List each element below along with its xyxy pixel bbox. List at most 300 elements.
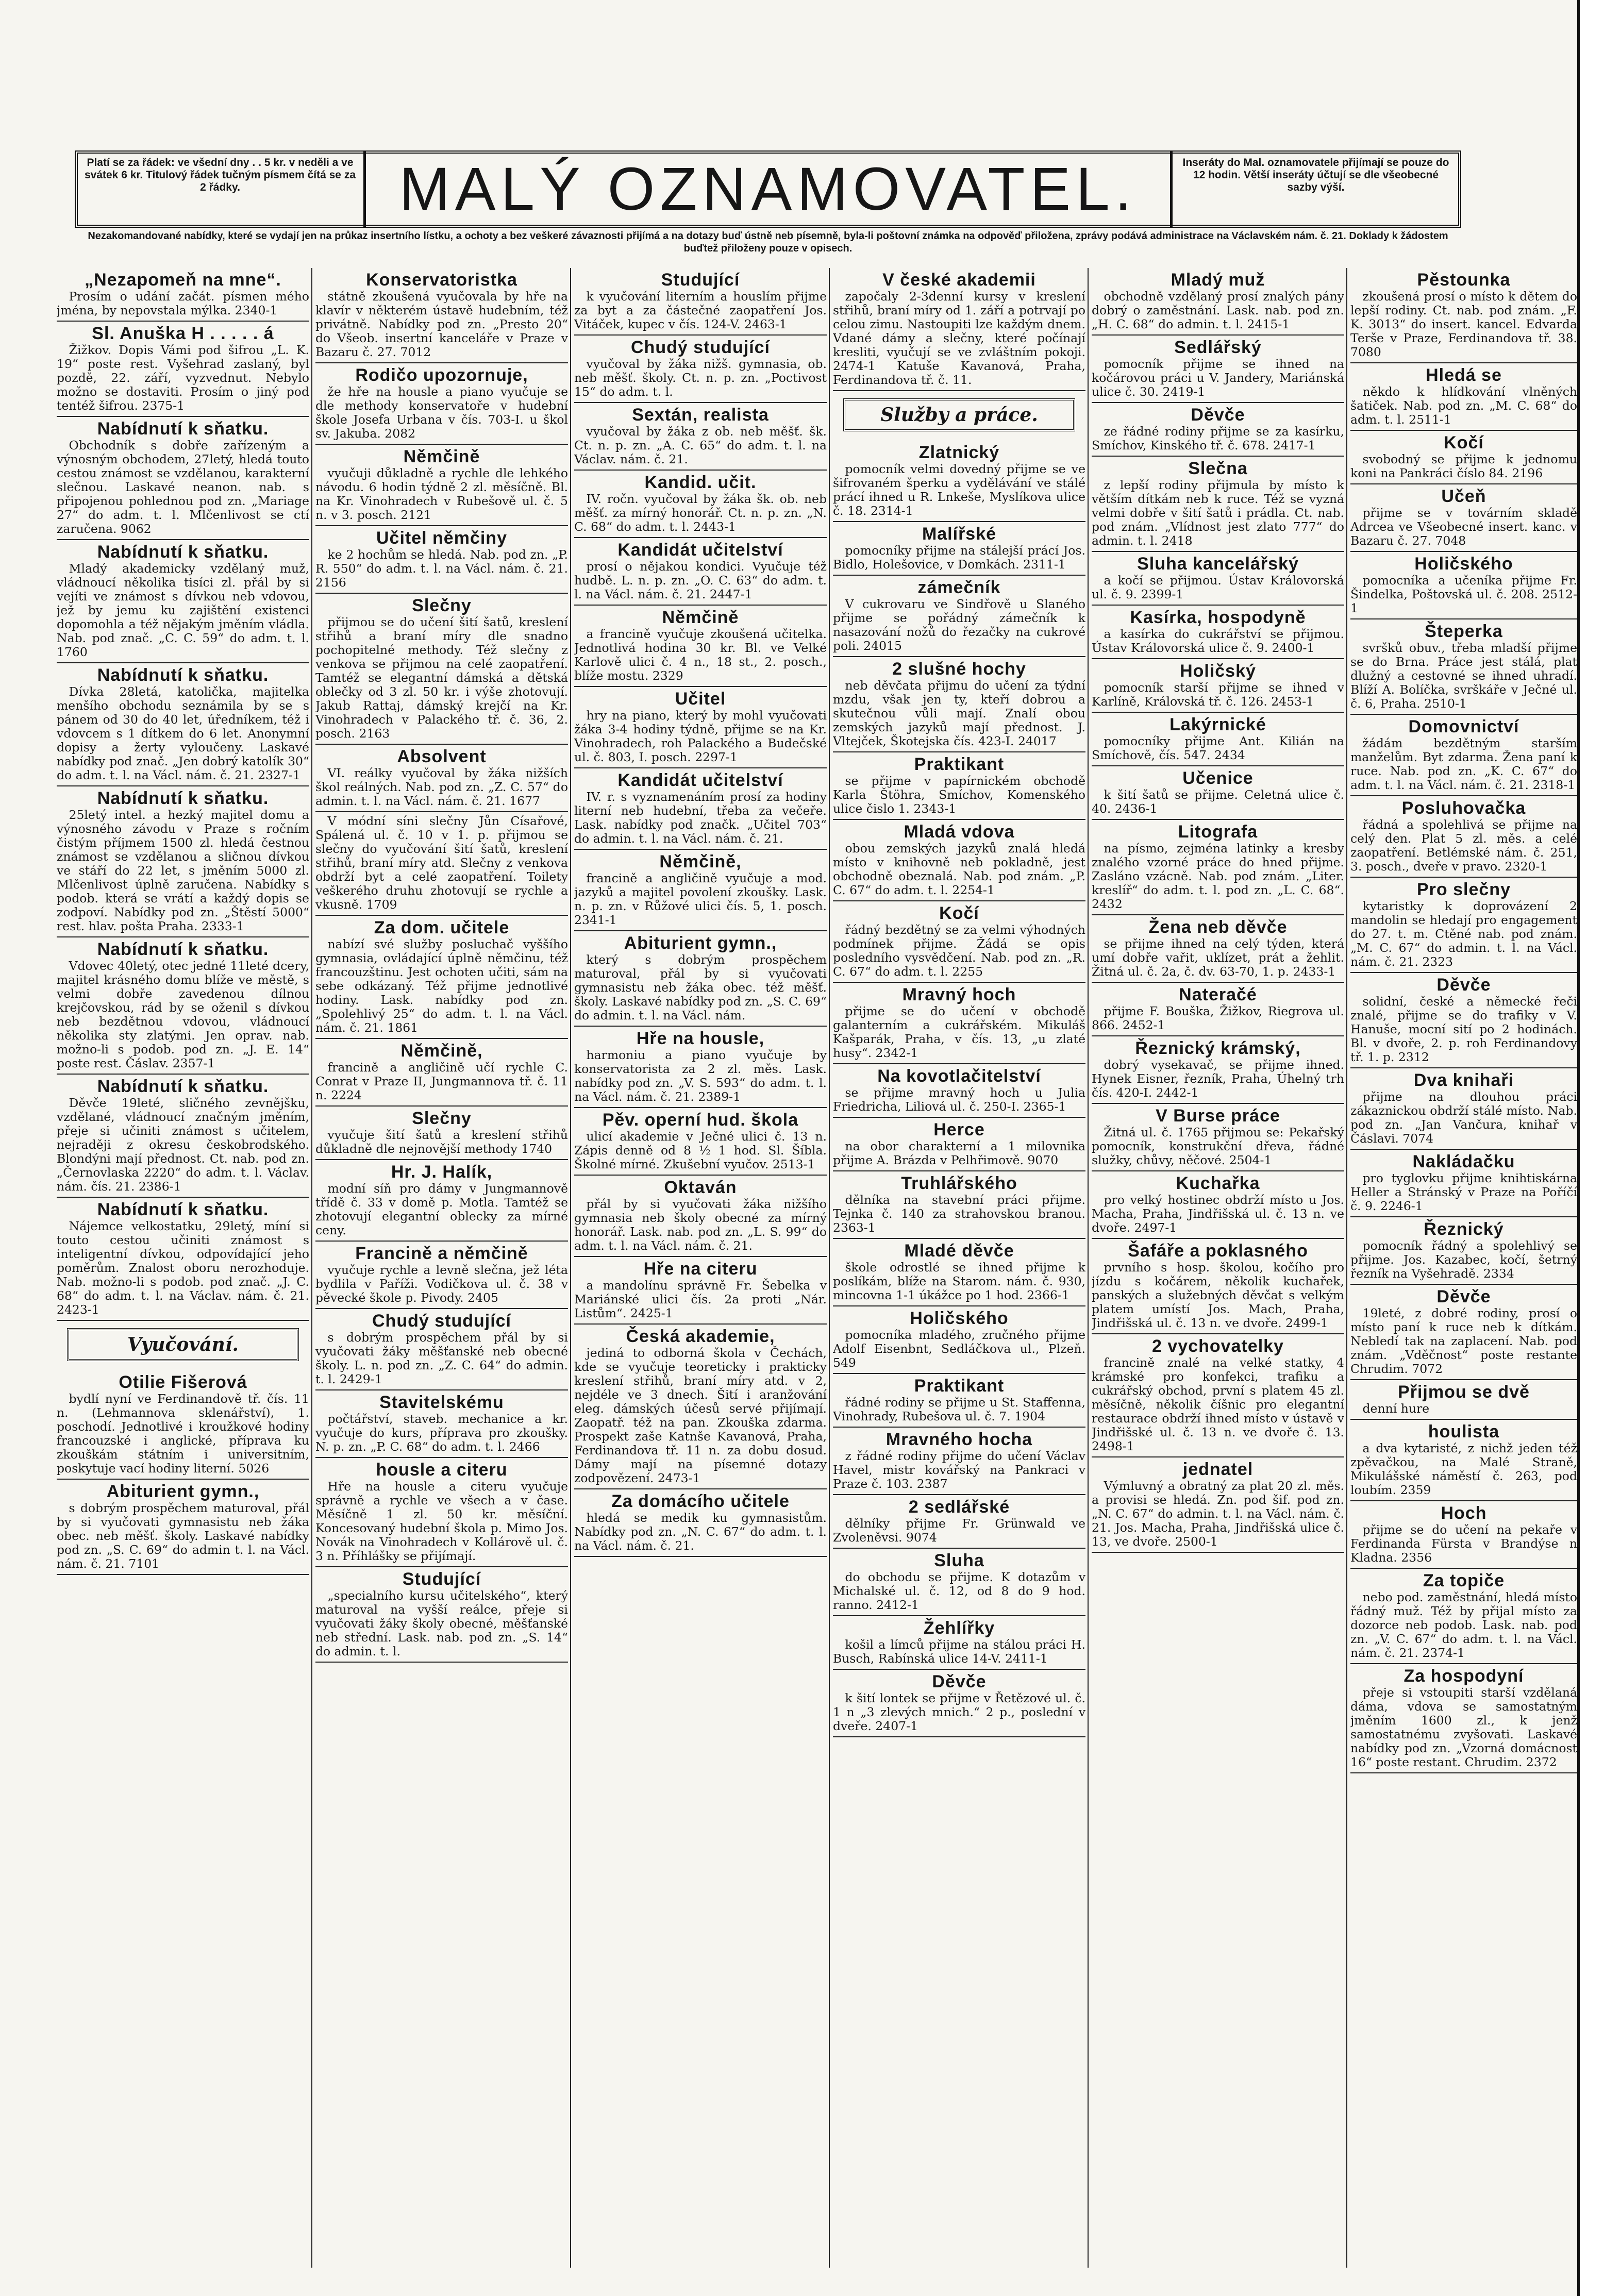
ad-body: přijme se v továrním skladě Adrcea ve Všeobecné insert. kanc. v Bazaru č. 27. 7048 bbox=[1350, 506, 1577, 548]
ad-body: nabízí své služby posluchač vyššího gymnasia, ovládající úplně němčinu, též francouzštinu. Jest ochoten učiti, sám na sebe odkázaný. Též přijme jednotlivé hodiny. Lask. nabídky pod zn. „Spolehlivý 25“ do adm. t. l. na Václ. nám. č. 21. 1861 bbox=[315, 937, 568, 1035]
ad-title: Česká akademie, bbox=[626, 1327, 775, 1346]
classified-ad bbox=[833, 901, 1085, 983]
ad-body: přeje si vstoupiti starší vzdělaná dáma, vdova se samostatným jměním 1600 zl., k jenž samostatnému zvyšovati. Laskavé nabídky pod zn. „Vzorná domácnost 16“ poste restant. Chrudim. 2372 bbox=[1350, 1685, 1577, 1769]
classified-ad bbox=[574, 268, 827, 336]
ad-body: „specialního kursu učitelského“, který maturoval na vyšší reálce, přeje si vyučovati žáky školy obecné, měšťanské neb střední. Lask. nab. pod zn. „S. 14“ do admin. t. l. bbox=[315, 1588, 568, 1658]
classified-ad bbox=[833, 1428, 1085, 1495]
ad-body: 19leté, z dobré rodiny, prosí o místo paní k ruce neb k dítkám. Nebledí tak na zaplacení. Nab. pod znám. „Vděčnost“ poste restante Chrudim. 7072 bbox=[1350, 1306, 1577, 1376]
classified-ad bbox=[574, 538, 827, 606]
ad-body: modní síň pro dámy v Jungmannově třídě č. 33 v domě p. Motla. Tamtéž se zhotovují elegantní oblecky za mírné ceny. bbox=[315, 1181, 568, 1237]
classified-ad bbox=[574, 403, 827, 471]
ad-title: 2 vychovatelky bbox=[1152, 1336, 1284, 1356]
classified-ad bbox=[315, 526, 568, 594]
classified-ad bbox=[1350, 1501, 1577, 1569]
ad-title: Sl. Anuška H . . . . . á bbox=[92, 324, 274, 343]
ad-title: Nabídnutí k sňatku. bbox=[97, 665, 269, 685]
ad-title: Učitel němčiny bbox=[376, 528, 507, 548]
ad-body: Nájemce velkostatku, 29letý, míní si touto cestou učiniti známost s inteligentní dívkou, odpovídající jeho poměrům. Znalost oboru nerozhoduje. Nab. možno-li s podob. pod znač. „J. C. 68“ do adm. t. l. na Václav. nám. č. 21. 2423-1 bbox=[57, 1219, 309, 1317]
ad-body: bydlí nyní ve Ferdinandově tř. čís. 11 n. (Lehmannova sklenářství), 1. poschodí. Jednotlivé i kroužkové hodiny francouzské i anglické, příprava ku zkouškám státním i universitním, poskytuje vací hodiny literní. 5026 bbox=[57, 1392, 309, 1476]
ad-body: Prosím o udání začát. písmen mého jména, by nepovstala mýlka. 2340-1 bbox=[57, 289, 309, 317]
ad-title: Děvče bbox=[1191, 405, 1245, 425]
ad-title: Nabídnutí k sňatku. bbox=[97, 940, 269, 959]
classified-ad bbox=[833, 1374, 1085, 1428]
ad-title: Kuchařka bbox=[1176, 1174, 1260, 1193]
ad-title: V české akademii bbox=[882, 270, 1036, 290]
classified-ad bbox=[57, 1075, 309, 1198]
classified-ad bbox=[574, 931, 827, 1027]
ad-title: Slečny bbox=[412, 1109, 472, 1128]
ad-title: Učitel bbox=[675, 689, 726, 709]
ad-body: přijme na dlouhou práci zákaznickou obdrží stálé místo. Nab. pod zn. „Jan Vančura, knihař v Čáslavi. 7074 bbox=[1350, 1090, 1577, 1146]
ad-title: Nabídnutí k sňatku. bbox=[97, 419, 269, 439]
ad-title: Němčině bbox=[403, 447, 480, 466]
ad-body: s dobrým prospěchem přál by si vyučovati žáky měšťanské neb obecné školy. L. n. pod zn. „Z. C. 64“ do admin. t. l. 2429-1 bbox=[315, 1330, 568, 1386]
ad-body: solidní, české a německé řeči znalé, přijme se do trafiky v V. Hanuše, mocní sití po 2 hodinách. Bl. v dvoře, 2. p. roh Ferdinandovy tř. 1. p. 2312 bbox=[1350, 994, 1577, 1064]
ad-title: Posluhovačka bbox=[1401, 798, 1526, 818]
ad-body: z lepší rodiny přijmula by místo k větším dítkám neb k ruce. Též se vyzná velmi dobře v šití šatů i prádla. Ct. nab. pod znám. „Vlídnost jest zlato 777“ do admin. t. l. 2418 bbox=[1092, 478, 1344, 548]
section-heading-sluzby: Služby a práce. bbox=[843, 398, 1075, 431]
ad-title: Nabídnutí k sňatku. bbox=[97, 1200, 269, 1219]
ad-title: Mladý muž bbox=[1171, 270, 1265, 290]
classified-ad bbox=[833, 657, 1085, 752]
classified-ad bbox=[833, 1118, 1085, 1171]
ad-title: 2 sedlářské bbox=[908, 1497, 1010, 1517]
classified-ad bbox=[1350, 552, 1577, 619]
classified-ad bbox=[315, 812, 568, 916]
classified-ad bbox=[574, 1325, 827, 1489]
ad-body: k vyučování literním a houslím přijme za byt a za částečné zaopatření Jos. Vitáček, kupec v čís. 124-V. 2463-1 bbox=[574, 289, 827, 331]
classified-ad bbox=[1092, 1104, 1344, 1171]
ad-body: košil a límců přijme na stálou práci H. Busch, Rabínská ulice 14-V. 2411-1 bbox=[833, 1637, 1085, 1666]
column-4 bbox=[833, 268, 1085, 2268]
ad-body: na písmo, zejména latinky a kresby znalého vzorné práce do hned přijme. Zasláno vzácně. Nab. pod znám. „Liter. kreslíř“ do adm. t. l. pod zn. „L. C. 68“. 2432 bbox=[1092, 841, 1344, 911]
ad-title: Hře na housle, bbox=[636, 1029, 765, 1048]
ad-body: přál by si vyučovati žáka nižšího gymnasia neb školy obecné za mírný honorář. Lask. nab. pod zn. „L. S. 99“ do adm. t. l. na Václ. nám. č. 21. bbox=[574, 1197, 827, 1253]
column-rule bbox=[311, 268, 312, 2268]
classified-ad bbox=[1350, 878, 1577, 973]
classified-ad bbox=[1350, 619, 1577, 715]
classified-ad bbox=[315, 1242, 568, 1309]
classified-ad bbox=[1092, 766, 1344, 820]
ad-title: Zlatnický bbox=[918, 443, 1000, 462]
ad-body: svršků obuv., třeba mladší přijme se do Brna. Práce jest stálá, plat dlužný a cestovné se ihned uhradí. Blíží A. Bolíčka, svrškáře v Ječné ul. č. 6, Praha. 2510-1 bbox=[1350, 641, 1577, 711]
classified-ad bbox=[1092, 1457, 1344, 1553]
ad-body: vyučuji důkladně a rychle dle lehkého návodu. 6 hodin týdně 2 zl. měsíčně. Bl. na Kr. Vinohradech v Rubešově ul. č. 5 n. v 3. posch. 2121 bbox=[315, 466, 568, 522]
ad-body: Vdovec 40letý, otec jedné 11leté dcery, majitel krásného domu blíže ve městě, s velmi dobře zavedenou dílnou krejčovskou, rád by se oženil s dívkou neb bezdětnou vdovou, vládnoucí několika sty zlatými. Jen oprav. nab. možno-li s podob. pod zn. „J. E. 14“ poste rest. Čáslav. 2357-1 bbox=[57, 959, 309, 1070]
ad-title: Sedlářský bbox=[1174, 338, 1262, 357]
ad-title: Domovnictví bbox=[1408, 717, 1519, 736]
classified-ad bbox=[57, 268, 309, 322]
ad-body: IV. r. s vyznamenáním prosí za hodiny literní neb hudební, třeba za večeře. Lask. nabídky pod značk. „Učitel 703“ do admin. t. l. na Václ. nám. č. 21. bbox=[574, 790, 827, 846]
ad-title: Lakýrnické bbox=[1169, 715, 1266, 734]
ad-title: Kasírka, hospodyně bbox=[1130, 608, 1306, 627]
price-note: Platí se za řádek: ve všední dny . . 5 kr. v neděli a ve svátek 6 kr. Titulový řádek tučným písmem čítá se za 2 řádky. bbox=[84, 157, 356, 193]
ad-body: že hře na housle a piano vyučuje se dle methody konservatoře v hudební škole Josefa Urbana v čís. 703-I. u škol sv. Jakuba. 2082 bbox=[315, 384, 568, 441]
ad-body: Žižkov. Dopis Vámi pod šifrou „L. K. 19“ poste rest. Vyšehrad zaslaný, byl pozdě, 22. září, vyzvednut. Nebylo možno se dostaviti. Prosím o jiný pod tentéž šifrou. 2375-1 bbox=[57, 343, 309, 413]
ad-title: Malířské bbox=[922, 524, 997, 544]
classified-ad bbox=[1350, 1217, 1577, 1285]
column-rule bbox=[1088, 268, 1089, 2268]
classified-ad bbox=[315, 445, 568, 526]
ad-body: zkoušená prosí o místo k dětem do lepší rodiny. Ct. nab. pod znám. „F. K. 3013“ do insert. kancel. Edvarda Terše v Praze, Ferdinandova tř. 38. 7080 bbox=[1350, 289, 1577, 359]
classified-ad bbox=[833, 441, 1085, 522]
classified-ad bbox=[574, 687, 827, 768]
ad-title: housle a citeru bbox=[376, 1460, 508, 1480]
ad-body: pomocníky přijme Ant. Kilián na Smíchově, čís. 547. 2434 bbox=[1092, 734, 1344, 762]
classified-ad bbox=[1092, 1036, 1344, 1104]
ad-title: Sextán, realista bbox=[632, 405, 769, 425]
ad-body: obou zemských jazyků znalá hledá místo v knihovně neb pokladně, jest obchodně obeznalá. Nab. pod znám. „P. C. 67“ do adm. t. l. 2254-1 bbox=[833, 841, 1085, 897]
classified-ad bbox=[315, 1309, 568, 1390]
classified-ad bbox=[574, 606, 827, 687]
ad-title: Truhlářského bbox=[901, 1174, 1017, 1193]
classified-ad bbox=[315, 1039, 568, 1107]
ad-body: neb děvčata přijmu do učení za týdní mzdu, však jen ty, kteří dobrou a skutečnou vůli mají. Znalí obou zemských jazyků mají přednost. J. Vltejček, Škotejska čís. 423-I. 24017 bbox=[833, 678, 1085, 748]
ad-title: Děvče bbox=[932, 1672, 987, 1691]
ad-title: Nabídnutí k sňatku. bbox=[97, 789, 269, 808]
ad-body: harmoniu a piano vyučuje by konservatorista za 2 zl. měs. Lask. nabídky pod zn. „V. S. 593“ do adm. t. l. na Václ. nám. č. 21. 2389-1 bbox=[574, 1048, 827, 1104]
classified-ad bbox=[315, 594, 568, 745]
column-6 bbox=[1350, 268, 1577, 2268]
ad-body: Mladý akademicky vzdělaný muž, vládnoucí několika tisíci zl. přál by si vejíti ve známost s dívkou neb vdovou, jež by jemu ku zajištění existenci dopomohla a též nějakým jměním vládla. Nab. pod znač. „C. C. 59“ do adm. t. l. 1760 bbox=[57, 561, 309, 659]
ad-title: Řeznický krámský, bbox=[1135, 1038, 1301, 1058]
ad-body: řádné rodiny se přijme u St. Staffenna, Vinohrady, Rubešova ul. č. 7. 1904 bbox=[833, 1395, 1085, 1423]
ad-title: Dva knihaři bbox=[1413, 1070, 1514, 1090]
classified-ad bbox=[57, 937, 309, 1075]
ad-body: s dobrým prospěchem maturoval, přál by si vyučovati gymnasistu neb žáka obec. neb měšť. školy. Laskavé nabídky pod zn. „S. C. 69“ do admin t. l. na Václ. nám. č. 21. 7101 bbox=[57, 1501, 309, 1571]
column-1 bbox=[57, 268, 309, 2268]
ad-body: pomocník starší přijme se ihned v Karlíně, Královská tř. č. 126. 2453-1 bbox=[1092, 680, 1344, 709]
ad-title: Nabídnutí k sňatku. bbox=[97, 542, 269, 562]
ad-title: jednatel bbox=[1182, 1460, 1254, 1479]
classified-ad bbox=[57, 540, 309, 663]
ad-title: Za dom. učitele bbox=[374, 918, 510, 937]
ad-title: Děvče bbox=[1436, 975, 1491, 995]
ad-title: „Nezapomeň na mne“. bbox=[85, 270, 281, 290]
ad-title: Otilie Fišerová bbox=[119, 1372, 247, 1392]
ad-title: Pro slečny bbox=[1417, 880, 1511, 899]
classified-ad bbox=[1092, 606, 1344, 659]
ad-body: jediná to odborná škola v Čechách, kde se vyučuje teoreticky i prakticky kreslení střihů, braní míry atd. v 2, nejdéle ve 3 dnech. Šití i aranžování eleg. dámských účesů servé přijímají. Zaopatř. též na pan. Zkouška zdarma. Prospekt zaše Katnše Kavanová, Praha, Ferdinandova tř. 11 n. za dobu dosud. Dámy mají na písemné dotazy zodpovězení. 2473-1 bbox=[574, 1346, 827, 1485]
classified-ad bbox=[1092, 915, 1344, 983]
ad-title: Přijmou se dvě bbox=[1398, 1382, 1530, 1402]
ad-body: řádný bezdětný se za velmi výhodných podmínek přijme. Žádá se opis posledního vysvědčení. Nab. pod zn. „R. C. 67“ do adm. t. l. 2255 bbox=[833, 923, 1085, 979]
ad-body: Výmluvný a obratný za plat 20 zl. měs. a provisi se hledá. Zn. pod šif. pod zn. „N. C. 67“ do admin. t. l. na Václ. nám. č. 21. Jos. Macha, Praha, Jindřišská ulice č. 13, ve dvoře. 2500-1 bbox=[1092, 1479, 1344, 1549]
ad-title: Stavitelskému bbox=[379, 1393, 504, 1412]
classified-ad bbox=[57, 663, 309, 786]
ad-title: Hře na citeru bbox=[643, 1259, 758, 1279]
ad-title: Konservatoristka bbox=[366, 270, 517, 290]
ad-body: a mandolínu správně Fr. Šebelka v Mariánské ulici čís. 2a proti „Nár. Listům“. 2425-1 bbox=[574, 1278, 827, 1320]
ad-title: Hoch bbox=[1441, 1503, 1487, 1523]
ad-body: se přijme mravný hoch u Julia Friedricha, Liliová ul. č. 250-I. 2365-1 bbox=[833, 1085, 1085, 1114]
classified-ad bbox=[833, 268, 1085, 391]
classified-ad bbox=[833, 1549, 1085, 1616]
ad-title: Slečny bbox=[412, 596, 472, 615]
classified-ad bbox=[1092, 457, 1344, 552]
ad-body: přijmou se do učení šití šatů, kreslení střihů a braní míry dle snadno pochopitelné methody. Též slečny z venkova se přijmou na celé zaopatření. Tamtéž se elegantní dámská a dětská oblečky od 3 zl. 50 kr. i výše zhotovují. Jakub Rattaj, dámský krejčí na Kr. Vinohradech v Palackého tř. č. 36, 2. posch. 2163 bbox=[315, 615, 568, 741]
classified-ad bbox=[1092, 1171, 1344, 1239]
ad-title: Pěv. operní hud. škola bbox=[602, 1110, 799, 1130]
classified-ad bbox=[315, 1458, 568, 1567]
classified-ad bbox=[315, 363, 568, 445]
ad-title: Mravného hocha bbox=[885, 1430, 1033, 1449]
ad-title: Abiturient gymn., bbox=[106, 1482, 260, 1501]
ad-title: Sluha kancelářský bbox=[1137, 554, 1299, 574]
ad-body: někdo k hlídkování vlněných šatiček. Nab. pod zn. „M. C. 68“ do adm. t. l. 2511-1 bbox=[1350, 384, 1577, 427]
ad-title: Učeň bbox=[1441, 487, 1486, 506]
ad-title: Němčině bbox=[662, 608, 739, 627]
ad-title: Děvče bbox=[1436, 1287, 1491, 1306]
classified-ad bbox=[57, 322, 309, 417]
column-3 bbox=[574, 268, 827, 2268]
ad-body: pomocník řádný a spolehlivý se přijme. Jos. Kazabec, kočí, šetrný řezník na Vyšehradě. 2334 bbox=[1350, 1238, 1577, 1281]
classified-ad bbox=[574, 471, 827, 538]
classified-ad bbox=[833, 1064, 1085, 1118]
section-heading-vyucovani: Vyučování. bbox=[67, 1328, 299, 1361]
classified-ad bbox=[1350, 1380, 1577, 1420]
ad-body: Žitná ul. č. 1765 přijmou se: Pekařský pomocník, konstrukční dřeva, řádné služky, chůvy, něčové. 2504-1 bbox=[1092, 1125, 1344, 1167]
column-rule bbox=[1346, 268, 1347, 2268]
ad-body: hledá se medik ku gymnasistům. Nabídky pod zn. „N. C. 67“ do adm. t. l. na Václ. nám. č. 21. bbox=[574, 1511, 827, 1553]
classified-ad bbox=[1092, 713, 1344, 766]
ad-body: svobodný se přijme k jednomu koni na Pankráci číslo 84. 2196 bbox=[1350, 452, 1577, 480]
column-rule bbox=[570, 268, 571, 2268]
ad-body: ke 2 hochům se hledá. Nab. pod zn. „P. R. 550“ do adm. t. l. na Václ. nám. č. 21. 2156 bbox=[315, 547, 568, 590]
ad-title: 2 slušné hochy bbox=[892, 659, 1026, 679]
ad-title: Abiturient gymn., bbox=[624, 933, 777, 953]
classified-ad bbox=[1350, 1068, 1577, 1150]
ad-body: škole odrostlé se ihned přijme k poslíkám, blíže na Starom. nám. č. 930, mincovna 1-1 úkážce po 1 hod. 2366-1 bbox=[833, 1260, 1085, 1302]
classified-ad bbox=[1092, 820, 1344, 915]
ad-body: prvního s hosp. školou, kočího pro jízdu s kočárem, několik kuchařek, panských a služebných děvčat s velkým platem umístí Jos. Mach, Praha, Jindřišská ul. č. 13 n. ve dvoře. 2499-1 bbox=[1092, 1260, 1344, 1330]
ad-body: řádná a spolehlivá se přijme na celý den. Plat 5 zl. měs. a celé zaopatření. Betlémské nám. č. 251, 3. posch., dveře v pravo. 2320-1 bbox=[1350, 817, 1577, 874]
ad-title: Kočí bbox=[939, 903, 979, 923]
ad-body: pomocníka a učeníka přijme Fr. Šindelka, Poštovská ul. č. 208. 2512-1 bbox=[1350, 573, 1577, 615]
ad-body: a kočí se přijmou. Ústav Královorská ul. č. 9. 2399-1 bbox=[1092, 573, 1344, 601]
ad-title: Oktaván bbox=[664, 1178, 737, 1197]
classified-ad bbox=[57, 786, 309, 937]
ad-body: pomocník přijme se ihned na kočárovou práci u V. Jandery, Mariánská ulice č. 30. 2419-1 bbox=[1092, 357, 1344, 399]
ad-title: Řeznický bbox=[1424, 1219, 1504, 1239]
ad-title: Praktikant bbox=[914, 755, 1005, 774]
classified-ad bbox=[1350, 1150, 1577, 1217]
masthead bbox=[75, 150, 1461, 228]
classified-ad bbox=[315, 1160, 568, 1242]
column-rule bbox=[829, 268, 830, 2268]
ad-body: počtářství, staveb. mechanice a kr. vyučuje do kurs, příprava pro zkoušky. N. p. zn. „P. C. 68“ do adm. t. l. 2466 bbox=[315, 1412, 568, 1454]
ad-title: Učenice bbox=[1182, 768, 1254, 788]
ad-body: vyučoval by žáka nižš. gymnasia, ob. neb měšť. školy. Ct. n. p. zn. „Poctivost 15“ do adm. t. l. bbox=[574, 357, 827, 399]
ad-body: francině a angličině vyučuje a mod. jazyků a majitel povolení zkoušky. Lask. n. p. zn. v Růžové ulici čís. 5, 1. posch. 2341-1 bbox=[574, 871, 827, 927]
ad-title: Chudý studující bbox=[631, 338, 770, 357]
ad-title: Za domácího učitele bbox=[611, 1491, 790, 1511]
ad-body: ze řádné rodiny přijme se za kasírku, Smíchov, Kinského tř. č. 678. 2417-1 bbox=[1092, 424, 1344, 453]
ad-body: a kasírka do cukrářství se přijmou. Ústav Královorská ulice č. 9. 2400-1 bbox=[1092, 627, 1344, 655]
classified-ad bbox=[1092, 336, 1344, 403]
ad-title: Francině a němčině bbox=[355, 1244, 528, 1263]
ad-body: pomocníka mladého, zručného přijme Adolf Eisenbnt, Sedláčkova ul., Plzeň. 549 bbox=[833, 1328, 1085, 1370]
classified-ad bbox=[1350, 715, 1577, 796]
ad-body: přijme se do učení v obchodě galanterním a cukrářském. Mikuláš Kašparák, Praha, v čís. 13, „u zlaté husy“. 2342-1 bbox=[833, 1004, 1085, 1060]
ad-title: Na kovotlačitelství bbox=[877, 1066, 1041, 1086]
ad-body: přijme F. Bouška, Žižkov, Riegrova ul. 866. 2452-1 bbox=[1092, 1004, 1344, 1032]
ad-body: 25letý intel. a hezký majitel domu a výnosného závodu v Praze s ročním čistým příjmem 1500 zl. hledá čestnou známost se vzdělanou a sličnou dívkou ve stáří do 22 let, s jměním 5000 zl. Mlčenlivost úplně zaručena. Nabídky s podob. která se vrátí a každý dopis se zodpoví. Nabídky pod zn. „Štěstí 5000“ rest. hlav. pošta Praha. 2333-1 bbox=[57, 808, 309, 933]
ad-body: do obchodu se přijme. K dotazům v Michalské ul. č. 12, od 8 do 9 hod. ranno. 2412-1 bbox=[833, 1570, 1085, 1612]
ad-title: Pěstounka bbox=[1417, 270, 1511, 290]
classified-ad bbox=[833, 820, 1085, 901]
ad-body: vyučuje rychle a levně slečna, jež léta bydlila v Paříži. Vodičkova ul. č. 38 v pěvecké škole p. Pivody. 2405 bbox=[315, 1263, 568, 1305]
ad-body: pro tyglovku přijme knihtiskárna Heller a Stránský v Praze na Poříčí č. 9. 2246-1 bbox=[1350, 1171, 1577, 1213]
classified-ad bbox=[1350, 1664, 1577, 1773]
classified-ad bbox=[833, 576, 1085, 657]
ad-body: na obor charakterní a 1 milovnika přijme A. Brázda v Pelhřimově. 9070 bbox=[833, 1139, 1085, 1167]
ad-body: francině znalé na velké statky, 4 krámské pro konfekci, trafiku a cukrářský obchod, první s platem 45 zl. měsíčně, několik číšnic pro elegantní restaurace obdrží ihned místo v ústavě v Jindřišské ul. č. 13 n. ve dvoře č. 13. 2498-1 bbox=[1092, 1355, 1344, 1453]
ad-title: zámečník bbox=[917, 578, 1001, 597]
classified-ad bbox=[833, 1616, 1085, 1670]
ad-title: houlista bbox=[1428, 1422, 1500, 1442]
ad-title: Studující bbox=[661, 270, 740, 290]
classified-ad bbox=[315, 916, 568, 1039]
classified-ad bbox=[1350, 796, 1577, 878]
ad-title: Chudý studující bbox=[372, 1311, 511, 1331]
classified-ad bbox=[833, 1306, 1085, 1374]
ad-title: Mladá vdova bbox=[904, 822, 1015, 842]
ads-deadline-note: Inseráty do Mal. oznamovatele přijímají se pouze do 12 hodin. Větší inseráty účtují se dle všeobecné sazby výší. bbox=[1182, 157, 1449, 193]
ad-title: Nakládačku bbox=[1412, 1152, 1515, 1171]
ad-body: vyučuje šití šatů a kreslení střihů důkladně dle nejnovější methody 1740 bbox=[315, 1128, 568, 1156]
ad-body: se přijme ihned na celý týden, která umí dobře vařit, uklízet, prát a žehlit. Žitná ul. č. 2a, č. dv. 63-70, 1. p. 2433-1 bbox=[1092, 936, 1344, 979]
ad-body: obchodně vzdělaný prosí znalých pány dobrý o zaměstnání. Lask. nab. pod zn. „H. C. 68“ do admin. t. l. 2415-1 bbox=[1092, 289, 1344, 331]
ad-body: denní hure bbox=[1362, 1401, 1430, 1416]
classified-ad bbox=[1350, 1569, 1577, 1664]
ad-body: V módní síni slečny Jůn Císařové, Spálená ul. č. 10 v 1. p. přijmou se slečny do vyučování šití šatů, kreslení střihů, braní míry atd. Slečny z venkova obdrží byt a celé zaopatření. Toilety veškerého druhu zhotovují se rychle a vkusně. 1709 bbox=[315, 814, 568, 912]
classified-ad bbox=[1092, 659, 1344, 713]
ad-body: žádám bezdětným starším manželům. Byt zdarma. Žena paní k ruce. Nab. pod zn. „K. C. 67“ do adm. t. l. na Václ. nám. č. 21. 2318-1 bbox=[1350, 736, 1577, 792]
ad-title: Holičského bbox=[1414, 554, 1513, 574]
classified-ad bbox=[1350, 973, 1577, 1068]
classified-ad bbox=[1092, 1239, 1344, 1334]
ad-body: kytaristky k doprovázení 2 mandolin se hledají pro engagement do 27. t. m. Ctěné nab. pod znám. „M. C. 67“ do admin. t. l. na Václ. nám. č. 21. 2323 bbox=[1350, 899, 1577, 969]
ad-title: V Burse práce bbox=[1156, 1106, 1280, 1126]
ad-body: ulicí akademie v Ječné ulici č. 13 n. Zápis denně od 8 ½ 1 hod. Sl. Šíbla. Školné mírné. Zkušební vyučov. 2513-1 bbox=[574, 1129, 827, 1171]
classified-ad bbox=[1350, 363, 1577, 431]
classified-ad bbox=[315, 1567, 568, 1663]
ad-body: V cukrovaru ve Sindřově u Slaného přijme se pořádný zámečník k nasazování nožů do řezačky na cukrové poli. 24015 bbox=[833, 597, 1085, 653]
ad-body: nebo pod. zaměstnání, hledá místo řádný muž. Též by přijal místo za dozorce neb podob. Lask. nab. pod zn. „V. C. 67“ do adm. t. l. na Václ. nám. č. 21. 2374-1 bbox=[1350, 1590, 1577, 1660]
column-2 bbox=[315, 268, 568, 2268]
classified-ad bbox=[833, 983, 1085, 1064]
classified-ad bbox=[315, 1107, 568, 1160]
ad-body: Obchodník s dobře zařízeným a výnosným obchodem, 27letý, hledá touto cestou známost se vzdělanou, karakterní slečnou. Laskavé neanon. nab. s připojenou pohlednou pod zn. „Mariage 27“ do adm. t. l. Mlčenlivost se ctí zaručena. 9062 bbox=[57, 438, 309, 536]
classified-ad bbox=[1350, 431, 1577, 484]
ad-body: přijme se do učení na pekaře v Ferdinanda Fürsta v Brandýse n Kladna. 2356 bbox=[1350, 1522, 1577, 1565]
classified-ad bbox=[574, 1176, 827, 1257]
ad-title: Žena neb děvče bbox=[1148, 917, 1288, 937]
ad-title: Hr. J. Halík, bbox=[391, 1162, 493, 1182]
scan-edge bbox=[1577, 0, 1621, 2296]
ad-title: Nateračé bbox=[1179, 985, 1257, 1004]
classified-ad bbox=[1350, 1420, 1577, 1501]
page-title: MALÝ OZNAMOVATEL. bbox=[363, 150, 1173, 228]
classified-ad bbox=[57, 1480, 309, 1575]
ad-title: Mladé děvče bbox=[904, 1241, 1014, 1261]
ad-title: Mravný hoch bbox=[902, 985, 1016, 1004]
classified-ad bbox=[833, 1495, 1085, 1549]
ad-body: Děvče 19leté, sličného zevnějšku, vzdělané, vládnoucí značným jměním, přeje si učiniti známost s učitelem, nejraději z okresu českobrodského. Blondýni mají přednost. Ct. nab. pod zn. „Černovlaska 2220“ do adm. t. l. Václav. nám. čís. 21. 2386-1 bbox=[57, 1096, 309, 1194]
ad-title: Kočí bbox=[1444, 433, 1484, 453]
ad-body: k šití šatů se přijme. Celetná ulice č. 40. 2436-1 bbox=[1092, 787, 1344, 816]
classified-ad bbox=[1350, 1285, 1577, 1380]
ad-body: hry na piano, který by mohl vyučovati žáka 3-4 hodiny týdně, přijme se na Kr. Vinohradech, roh Palackého a Budečské ul. č. 803, I. posch. 2297-1 bbox=[574, 708, 827, 764]
ad-title: Němčině, bbox=[659, 852, 742, 872]
ad-title: Holičský bbox=[1180, 661, 1256, 681]
ad-title: Za topiče bbox=[1423, 1571, 1505, 1590]
ad-title: Rodičo upozornuje, bbox=[355, 365, 528, 385]
ad-body: státně zkoušená vyučovala by hře na klavír v některém ústavě hudebním, též privátně. Nabídky pod zn. „Presto 20“ do Všeob. insertní kanceláře v Praze v Bazaru č. 27. 7012 bbox=[315, 289, 568, 359]
ad-body: Hře na housle a citeru vyučuje správně a rychle ve všech a v čase. Měsíčně 1 zl. 50 kr. měsíční. Koncesovaný hudební škola p. Mimo Jos. Novák na Vinohradech v Kollárově ul. č. 3 n. Příhlášky se přijímají. bbox=[315, 1479, 568, 1563]
ad-body: dobrý vysekavač, se přijme ihned. Hynek Eisner, řezník, Praha, Úhelný trh čís. 420-I. 2442-1 bbox=[1092, 1058, 1344, 1100]
ad-title: Slečna bbox=[1188, 459, 1248, 478]
ad-title: Hledá se bbox=[1426, 365, 1502, 385]
classified-ad bbox=[833, 1171, 1085, 1239]
ad-title: Absolvent bbox=[397, 747, 487, 766]
classified-ad bbox=[833, 522, 1085, 576]
classified-ad bbox=[1092, 403, 1344, 457]
classified-ad bbox=[574, 1108, 827, 1176]
classified-ad bbox=[574, 336, 827, 403]
ad-body: pomocník velmi dovedný přijme se ve šifrovaném šperku a vydělávání ve stálé prácí ihned u R. Lnkeše, Myslíkova ulice č. 18. 2314-1 bbox=[833, 462, 1085, 518]
classified-ad bbox=[833, 752, 1085, 820]
ad-body: pomocníky přijme na stálejší prácí Jos. Bidlo, Holešovice, v Domkách. 2311-1 bbox=[833, 543, 1085, 572]
ad-title: Šafáře a poklasného bbox=[1128, 1241, 1308, 1261]
ad-body: prosí o nějakou kondici. Vyučuje též hudbě. L. n. p. zn. „O. C. 63“ do adm. t. l. na Václ. nám. č. 21. 2447-1 bbox=[574, 559, 827, 601]
ad-title: Holičského bbox=[910, 1309, 1009, 1328]
ad-body: VI. reálky vyučoval by žáka nižších škol reálných. Nab. pod zn. „Z. C. 57“ do admin. t. l. na Václ. nám. č. 21. 1677 bbox=[315, 766, 568, 808]
ad-body: dělníka na stavební práci přijme. Tejnka č. 140 za strahovskou branou. 2363-1 bbox=[833, 1193, 1085, 1235]
ad-title: Herce bbox=[933, 1120, 985, 1139]
classified-ad bbox=[574, 1257, 827, 1325]
ad-title: Němčině, bbox=[400, 1041, 483, 1061]
ad-body: pro velký hostinec obdrží místo u Jos. Macha, Praha, Jindřišská ul. č. 13 n. ve dvoře. 2497-1 bbox=[1092, 1193, 1344, 1235]
ad-body: francině a angličině učí rychle C. Conrat v Praze II, Jungmannova tř. č. 11 n. 2224 bbox=[315, 1060, 568, 1102]
column-5 bbox=[1092, 268, 1344, 2268]
ad-title: Nabídnutí k sňatku. bbox=[97, 1077, 269, 1096]
ad-title: Šteperka bbox=[1425, 622, 1503, 641]
classified-ad bbox=[574, 1027, 827, 1108]
classified-ad bbox=[1092, 1334, 1344, 1457]
ad-title: Za hospodyní bbox=[1403, 1666, 1524, 1686]
ad-title: Praktikant bbox=[914, 1376, 1005, 1396]
classified-ad bbox=[315, 1390, 568, 1458]
classified-ad bbox=[57, 417, 309, 540]
classified-ad bbox=[574, 850, 827, 931]
classified-ad bbox=[1092, 268, 1344, 336]
ad-title: Sluha bbox=[934, 1551, 984, 1570]
ad-title: Kandid. učit. bbox=[644, 473, 757, 492]
ad-title: Kandidát učitelství bbox=[617, 770, 783, 790]
ad-body: který s dobrým prospěchem maturoval, přál by si vyučovati gymnasistu neb žáka obec. též měšť. školy. Laskavé nabídky pod zn. „S. C. 69“ do admin. t. l. na Václ. nám. bbox=[574, 952, 827, 1023]
ad-title: Žehlířky bbox=[923, 1618, 995, 1638]
ad-body: Dívka 28letá, katolička, majitelka menšího obchodu seznámila by se s pánem od 30 do 40 let, úředníkem, též i vdovcem s 1 dítkem do 6 let. Anonymní dopisy a žerty vyloučeny. Laskavé nabídky pod znač. „Jen dobrý katolík 30“ do adm. t. l. na Václ. nám. č. 21. 2327-1 bbox=[57, 684, 309, 782]
ad-body: a francině vyučuje zkoušená učitelka. Jednotlivá hodina 30 kr. Bl. ve Velké Karlově ulici č. 4 n., 18 st., 2. posch., blíže mostu. 2329 bbox=[574, 627, 827, 683]
ad-body: dělníky přijme Fr. Grünwald ve Zvoleněvsi. 9074 bbox=[833, 1516, 1085, 1545]
classified-ad bbox=[574, 1489, 827, 1557]
classified-ad bbox=[574, 768, 827, 850]
classified-ad bbox=[315, 268, 568, 363]
classified-ad bbox=[57, 1198, 309, 1321]
ad-body: se přijme v papírnickém obchodě Karla Štöhra, Smíchov, Komenského ulice čislo 1. 2343-1 bbox=[833, 774, 1085, 816]
